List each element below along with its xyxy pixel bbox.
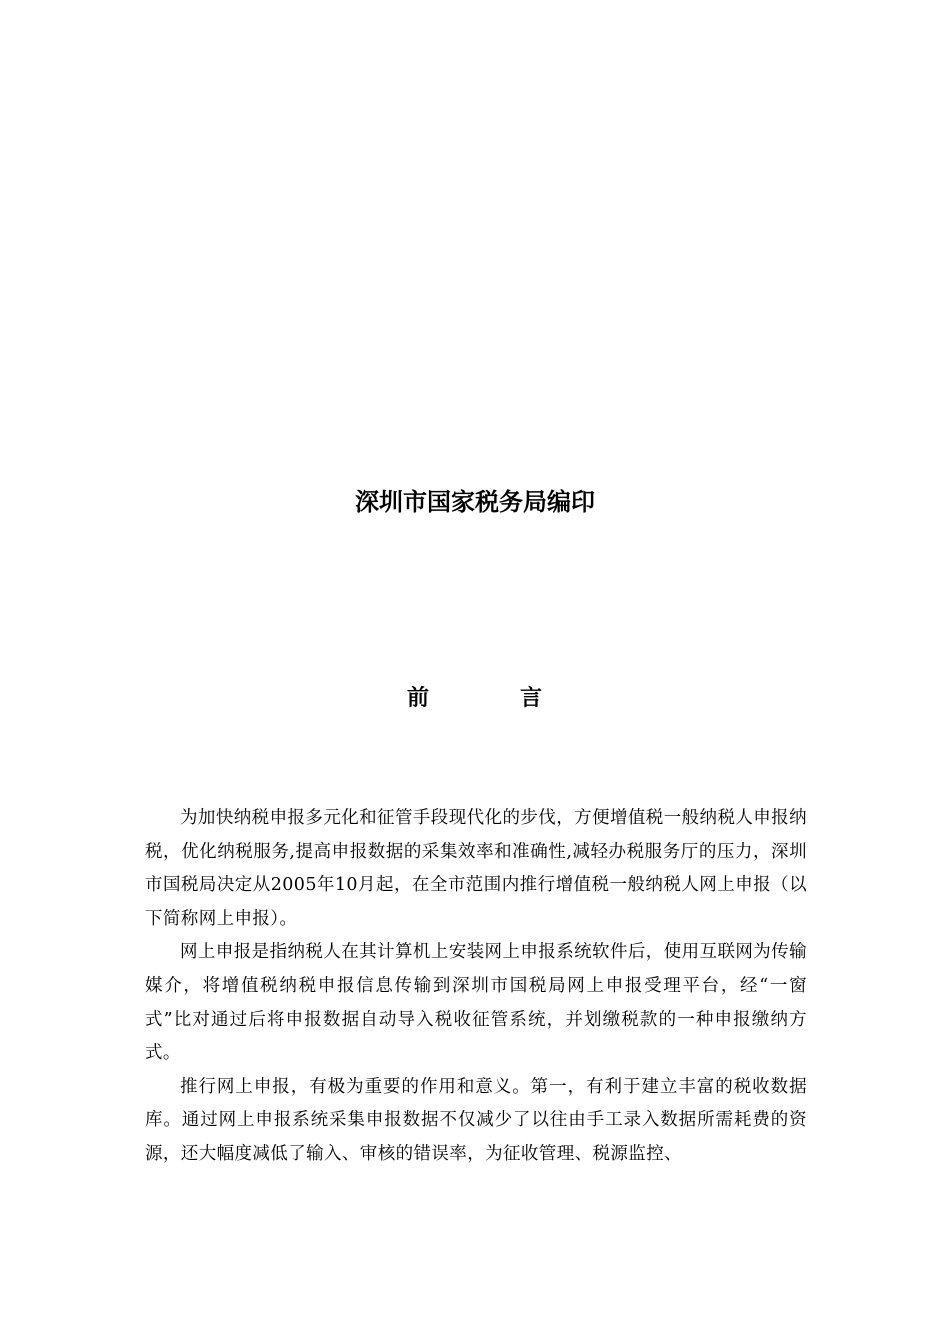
preface-heading — [407, 682, 542, 716]
paragraph-2: 网上申报是指纳税人在其计算机上安装网上申报系统软件后，使用互联网为传输媒介，将增值税纳税申报信息传输到深圳市国税局网上申报受理平台，经“一窗式”比对通过后将申报数据自动导入税收征管系统，并划缴税款的一种申报缴纳方式。 — [145, 942, 807, 1064]
paragraph-1: 为加快纳税申报多元化和征管手段现代化的步伐，方便增值税一般纳税人申报纳税，优化纳税服务,提高申报数据的采集效率和准确性,减轻办税服务厅的压力，深圳市国税局决定从2005年10月起，在全市范围内推行增值税一般纳税人网上申报（以下简称网上申报）。 — [145, 808, 807, 929]
paragraph-3: 推行网上申报，有极为重要的作用和意义。第一，有利于建立丰富的税收数据库。通过网上申报系统采集申报数据不仅减少了以往由手工录入数据所需耗费的资源，还大幅度减低了输入、审核的错误率，为征收管理、税源监控、 — [145, 1076, 807, 1164]
preface-body — [145, 802, 807, 1172]
publisher-heading: 深圳市国家税务局编印 — [355, 488, 595, 516]
preface-heading-char-2: 言 — [519, 686, 542, 711]
preface-heading-char-1: 前 — [407, 686, 430, 711]
